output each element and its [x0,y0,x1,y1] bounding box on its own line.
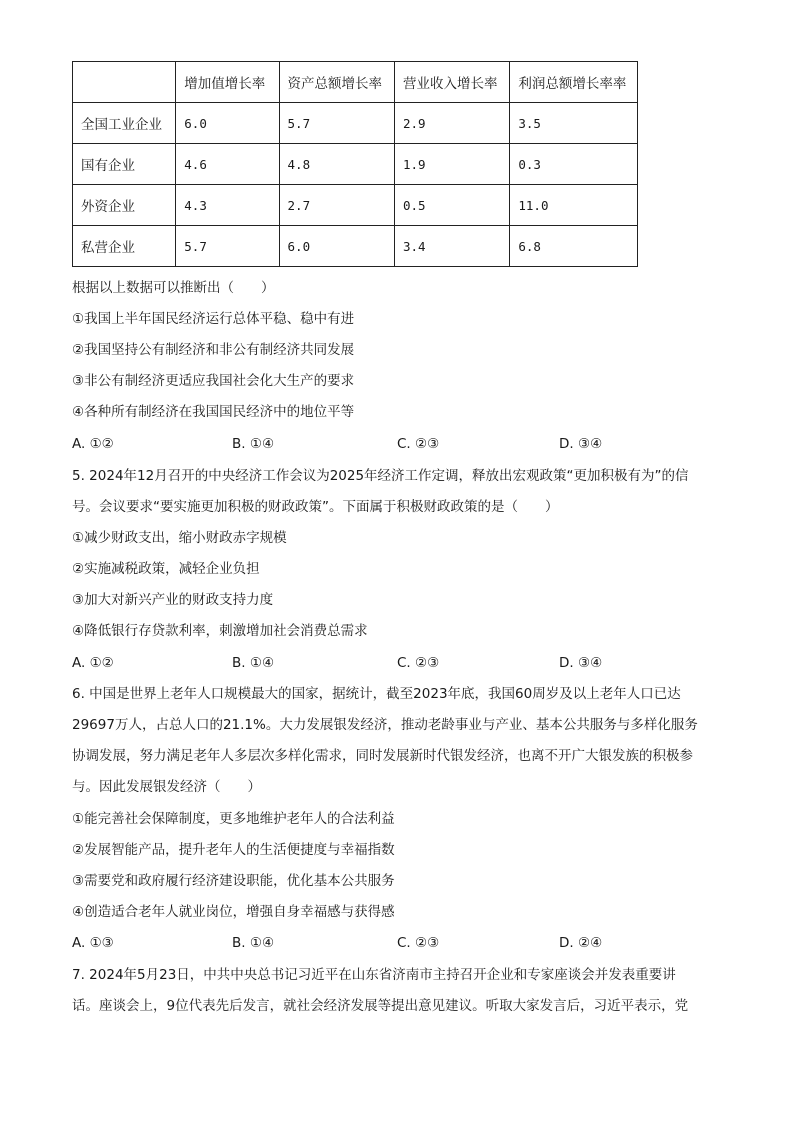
table-header-cell: 资产总额增长率 [279,62,394,103]
q5-stem-line: 号。会议要求“要实施更加积极的财政政策”。下面属于积极财政政策的是（ ） [72,499,559,515]
table-cell: 4.8 [279,144,394,185]
table-cell: 5.7 [176,226,279,267]
row-label: 外资企业 [73,185,176,226]
table-header-cell: 利润总额增长率率 [510,62,638,103]
option-d: D. ②④ [559,935,603,951]
table-cell: 5.7 [279,103,394,144]
table-header-cell: 营业收入增长率 [394,62,509,103]
q4-item: ②我国坚持公有制经济和非公有制经济共同发展 [72,342,355,358]
table-cell: 6.0 [176,103,279,144]
q6-item: ④创造适合老年人就业岗位，增强自身幸福感与获得感 [72,904,395,920]
table-row [73,103,638,144]
row-label: 私营企业 [73,226,176,267]
option-d: D. ③④ [559,436,603,452]
option-b: B. ①④ [232,655,275,671]
growth-rate-table [72,61,638,267]
q6-item: ③需要党和政府履行经济建设职能，优化基本公共服务 [72,873,395,889]
option-a: A. ①② [72,655,114,671]
q4-options [72,434,632,454]
table-row [73,185,638,226]
q5-item: ④降低银行存贷款利率，刺激增加社会消费总需求 [72,623,368,639]
table-row [73,144,638,185]
table-cell: 6.8 [510,226,638,267]
q6-stem-line: 29697万人，占总人口的21.1%。大力发展银发经济，推动老龄事业与产业、基本公共服务与多样化服务 [72,717,698,733]
q7-stem-line: 7. 2024年5月23日，中共中央总书记习近平在山东省济南市主持召开企业和专家座谈会并发表重要讲 [72,967,676,983]
option-a: A. ①③ [72,935,114,951]
table-cell: 0.3 [510,144,638,185]
q6-item: ②发展智能产品，提升老年人的生活便捷度与幸福指数 [72,842,395,858]
q4-item: ④各种所有制经济在我国国民经济中的地位平等 [72,404,355,420]
table-cell: 11.0 [510,185,638,226]
table-cell: 4.3 [176,185,279,226]
q5-item: ③加大对新兴产业的财政支持力度 [72,592,274,608]
q6-item: ①能完善社会保障制度，更多地维护老年人的合法利益 [72,811,395,827]
table-cell: 3.4 [394,226,509,267]
q6-stem-line: 6. 中国是世界上老年人口规模最大的国家，据统计，截至2023年底，我国60周岁及以上老年人口已达 [72,686,681,702]
table-cell: 0.5 [394,185,509,226]
q6-stem-line: 与。因此发展银发经济（ ） [72,779,261,795]
option-c: C. ②③ [397,935,440,951]
row-label: 国有企业 [73,144,176,185]
q5-stem-line: 5. 2024年12月召开的中央经济工作会议为2025年经济工作定调，释放出宏观政策“更加积极有为”的信 [72,468,689,484]
option-c: C. ②③ [397,655,440,671]
table-cell: 3.5 [510,103,638,144]
table-header-row [73,62,638,103]
q4-item: ①我国上半年国民经济运行总体平稳、稳中有进 [72,311,355,327]
table-cell: 1.9 [394,144,509,185]
q7-stem-line: 话。座谈会上，9位代表先后发言，就社会经济发展等提出意见建议。听取大家发言后，习近平表示，党 [72,998,689,1014]
q6-stem-line: 协调发展，努力满足老年人多层次多样化需求，同时发展新时代银发经济，也离不开广大银发族的积极参 [72,748,693,764]
table-cell: 2.7 [279,185,394,226]
table-cell: 2.9 [394,103,509,144]
option-c: C. ②③ [397,436,440,452]
q5-item: ①减少财政支出，缩小财政赤字规模 [72,530,287,546]
option-b: B. ①④ [232,436,275,452]
table-cell: 6.0 [279,226,394,267]
table-cell: 4.6 [176,144,279,185]
q4-item: ③非公有制经济更适应我国社会化大生产的要求 [72,373,355,389]
q5-options [72,653,632,673]
option-a: A. ①② [72,436,114,452]
q6-options [72,933,632,953]
option-d: D. ③④ [559,655,603,671]
row-label: 全国工业企业 [73,103,176,144]
option-b: B. ①④ [232,935,275,951]
table-header-cell [73,62,176,103]
q4-stem: 根据以上数据可以推断出（ ） [72,280,275,296]
table-row [73,226,638,267]
table-header-cell: 增加值增长率 [176,62,279,103]
q5-item: ②实施减税政策，减轻企业负担 [72,561,260,577]
